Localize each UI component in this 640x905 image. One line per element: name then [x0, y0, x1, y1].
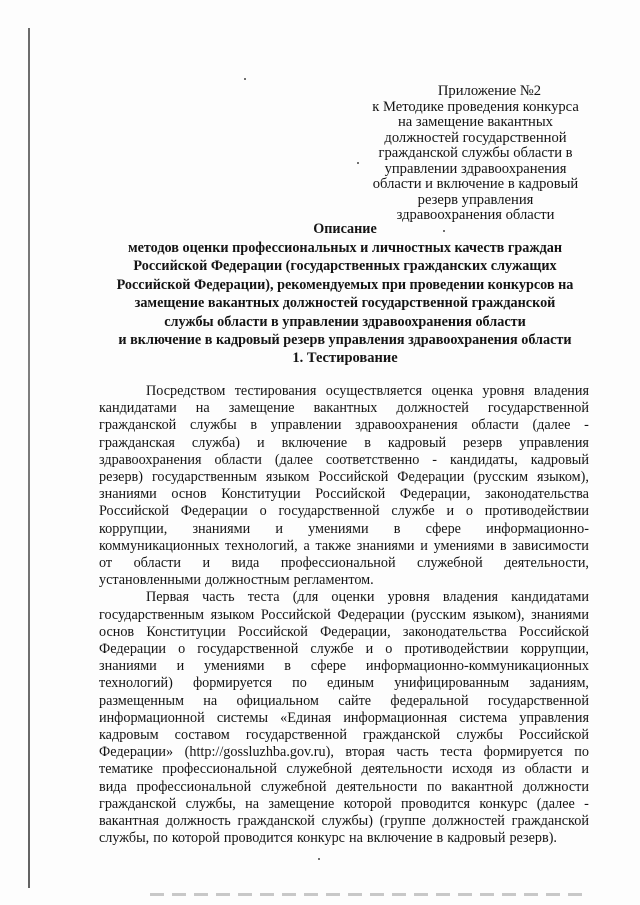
- body-line: [99, 675, 589, 692]
- body-word: кадровый: [530, 451, 589, 468]
- body-word: включение: [281, 434, 348, 451]
- body-word: оценки: [331, 589, 375, 606]
- body-word: языком: [265, 469, 310, 486]
- body-line: [99, 813, 589, 830]
- body-word: знаниями: [99, 658, 157, 675]
- body-word: службы: [189, 417, 237, 434]
- body-word: служба): [191, 434, 241, 451]
- document-title: [95, 220, 595, 350]
- body-word: Федерации: [99, 641, 167, 658]
- body-word: и: [420, 537, 428, 554]
- body-word: из: [502, 761, 516, 778]
- body-word: гражданской: [237, 813, 315, 830]
- body-word: службы: [456, 727, 503, 744]
- title-line: Российской Федерации (государственных гражданских служащих: [133, 258, 557, 274]
- body-word: Российской: [315, 486, 386, 503]
- body-word: сайте: [338, 692, 372, 709]
- body-word: конкурс: [479, 795, 528, 812]
- body-line: [99, 744, 589, 761]
- body-word: и: [446, 503, 455, 520]
- body-word: служебной: [260, 778, 327, 795]
- body-word: составом: [174, 727, 230, 744]
- body-line: [99, 761, 589, 778]
- annex-line: здравоохранения области: [396, 207, 555, 223]
- body-word: управлении: [270, 417, 342, 434]
- body-line: [99, 435, 589, 452]
- body-word: Российской: [519, 623, 589, 640]
- body-word: гражданской: [99, 417, 177, 434]
- title-line: Описание: [313, 221, 377, 237]
- annex-line: гражданской службы области в: [378, 145, 573, 161]
- body-word: государственной: [487, 400, 589, 417]
- body-word: информационно-: [486, 520, 589, 537]
- body-word: проводится: [400, 795, 471, 812]
- body-word: службы,: [185, 795, 236, 812]
- body-word: по: [153, 830, 168, 847]
- body-word: по: [426, 778, 442, 795]
- body-word: Первая: [146, 589, 189, 606]
- body-word: знаниями: [192, 520, 251, 537]
- body-word: в: [364, 434, 371, 451]
- body-word: умениями: [203, 658, 265, 675]
- body-word: области: [524, 761, 572, 778]
- body-word: замещение: [228, 400, 295, 417]
- body-line: [99, 830, 589, 847]
- body-word: оценка: [431, 383, 474, 399]
- body-word: службы,: [99, 830, 150, 847]
- body-line: [99, 400, 589, 417]
- body-line: [99, 503, 589, 520]
- body-word: Федерации,: [320, 623, 391, 640]
- body-word: владения: [442, 589, 499, 606]
- body-word: службы): [321, 813, 373, 830]
- body-word: которой: [171, 830, 220, 847]
- body-word: законодательства: [485, 486, 589, 503]
- body-word: формируется: [483, 744, 563, 761]
- body-word: языком),: [537, 469, 589, 486]
- body-word: на: [348, 830, 363, 847]
- body-word: «Единая: [280, 709, 332, 726]
- body-word: знаниями: [531, 606, 589, 623]
- body-word: государственной: [197, 641, 299, 658]
- body-word: основ: [171, 486, 207, 503]
- body-word: профессиональной: [162, 761, 278, 778]
- annex-line: Приложение №2: [437, 83, 542, 99]
- body-word: управления: [519, 709, 589, 726]
- body-word: кандидатами: [511, 589, 589, 606]
- section-heading: 1. Тестирование: [292, 350, 398, 366]
- body-word: официальном: [236, 692, 319, 709]
- body-line: [99, 486, 589, 503]
- body-word: Российской: [237, 623, 308, 640]
- body-word: Российской: [519, 727, 589, 744]
- body-word: должностей: [396, 400, 469, 417]
- body-line: [99, 607, 589, 624]
- body-word: в: [499, 537, 507, 554]
- annex-line: области и включение в кадровый: [372, 176, 579, 192]
- body-word: здравоохранения: [355, 417, 458, 434]
- body-word: резерв).: [509, 830, 557, 847]
- body-word: формируется: [192, 675, 273, 692]
- body-word: службе: [391, 503, 435, 520]
- body-line: [99, 417, 589, 434]
- scan-speck: [244, 78, 246, 80]
- body-word: сфере: [310, 658, 347, 675]
- body-word: и: [365, 641, 374, 658]
- body-word: на: [245, 795, 260, 812]
- body-word: основ: [99, 623, 135, 640]
- body-word: а: [303, 537, 310, 554]
- body-word: информационная: [343, 709, 448, 726]
- body-word: (русским: [473, 469, 529, 486]
- title-line: и включение в кадровый резерв управления здравоохранения области: [118, 332, 572, 348]
- body-line: [99, 796, 589, 813]
- body-line: [99, 538, 589, 555]
- body-word: системы: [216, 709, 269, 726]
- body-word: часть: [396, 744, 429, 761]
- body-line: [99, 521, 589, 538]
- body-word: установленными: [99, 572, 201, 589]
- body-word: языком),: [472, 606, 525, 623]
- scan-speck: [318, 858, 320, 860]
- body-word: размещенным: [99, 692, 184, 709]
- body-word: государственной: [278, 503, 380, 520]
- body-word: (далее: [536, 795, 575, 812]
- body-word: уровня: [482, 383, 525, 399]
- body-line: [99, 710, 589, 727]
- body-word: законодательства: [402, 623, 507, 640]
- body-word: государственной: [245, 727, 347, 744]
- scan-bottom-edge: [150, 893, 590, 896]
- body-word: коммуникационных: [99, 537, 220, 554]
- body-line: [99, 452, 589, 469]
- body-word: (http://gossluzhba.gov.ru),: [184, 744, 334, 761]
- body-word: сфере: [425, 520, 461, 537]
- body-word: кандидатами: [99, 400, 177, 417]
- body-word: единым: [327, 675, 375, 692]
- body-word: служебной: [286, 761, 353, 778]
- body-word: на: [203, 692, 218, 709]
- body-word: -: [584, 417, 589, 434]
- body-word: гражданской: [511, 813, 589, 830]
- body-line: [99, 693, 589, 710]
- body-word: технологий,: [225, 537, 298, 554]
- body-word: знаниями: [99, 486, 157, 503]
- body-word: умениями: [308, 520, 369, 537]
- body-word: государственным: [99, 606, 204, 623]
- title-line: службы области в управлении здравоохранения области: [164, 313, 526, 330]
- title-line: замещение вакантных должностей государственной гражданской: [134, 295, 556, 311]
- body-word: должность: [165, 813, 231, 830]
- body-word: области: [214, 451, 262, 468]
- body-word: (далее: [532, 417, 571, 434]
- body-word: гражданская: [99, 434, 175, 451]
- body-word: на: [195, 400, 210, 417]
- title-line: Российской Федерации), рекомендуемых при проведении конкурсов на: [116, 276, 574, 293]
- body-word: (группе: [379, 813, 426, 830]
- body-line: [99, 469, 589, 486]
- body-word: управления: [519, 434, 589, 451]
- body-word: заданиям,: [529, 675, 589, 692]
- body-line: [99, 555, 589, 572]
- body-word: конкурс: [296, 830, 345, 847]
- body-word: резерв: [463, 434, 503, 451]
- body-line: [99, 572, 589, 589]
- body-word: система: [459, 709, 508, 726]
- title-line: методов оценки профессиональных и личностных качеств граждан: [127, 239, 563, 256]
- body-word: также: [315, 537, 351, 554]
- body-word: владения: [533, 383, 589, 399]
- body-line: [99, 727, 589, 744]
- body-word: и: [257, 434, 265, 451]
- body-word: -: [432, 451, 437, 468]
- body-word: кандидаты,: [449, 451, 518, 468]
- body-word: теста: [247, 589, 280, 606]
- body-word: Федерации,: [399, 486, 471, 503]
- body-word: тестирования: [234, 383, 317, 399]
- body-word: о: [259, 503, 267, 520]
- body-text: [99, 383, 589, 847]
- annex-line: должностей государственной: [384, 129, 567, 146]
- body-word: уровня: [387, 589, 430, 606]
- body-word: о: [178, 641, 186, 658]
- body-word: вторая: [345, 744, 385, 761]
- body-word: гражданской: [99, 795, 177, 812]
- body-word: часть: [202, 589, 235, 606]
- body-word: и: [275, 520, 283, 537]
- body-line: [99, 383, 589, 400]
- body-word: противодействии: [484, 503, 589, 520]
- body-word: которой: [343, 795, 392, 812]
- body-word: знаниями: [356, 537, 415, 554]
- body-word: о: [385, 641, 393, 658]
- annex-line: на замещение вакантных: [398, 114, 553, 130]
- body-word: профессиональной: [136, 778, 252, 795]
- body-word: по: [292, 675, 307, 692]
- body-word: унифицированным: [394, 675, 510, 692]
- body-word: в: [393, 520, 401, 537]
- body-word: тематике: [99, 761, 153, 778]
- body-word: должностей: [432, 813, 505, 830]
- body-word: в: [250, 417, 258, 434]
- body-word: от: [99, 555, 113, 572]
- body-word: Российской: [318, 469, 389, 486]
- body-word: умениями: [433, 537, 495, 554]
- body-word: профессиональной: [280, 555, 396, 572]
- body-word: Федерации: [397, 469, 465, 486]
- body-line: [99, 641, 589, 658]
- body-line: [99, 779, 589, 796]
- body-word: по: [574, 744, 589, 761]
- annex-header: [358, 84, 593, 224]
- body-word: деятельности: [361, 761, 443, 778]
- body-word: в: [436, 830, 444, 847]
- body-word: гражданской: [362, 727, 441, 744]
- body-word: (далее: [274, 451, 313, 468]
- body-word: федеральной: [390, 692, 469, 709]
- body-word: вакантных: [313, 400, 378, 417]
- body-word: области: [471, 417, 519, 434]
- body-word: Конституции: [221, 486, 301, 503]
- body-word: Федерации: [180, 503, 248, 520]
- body-word: кадровый: [447, 830, 506, 847]
- body-word: зависимости: [512, 537, 589, 554]
- body-line: [99, 589, 589, 606]
- body-word: Федерации: [337, 606, 405, 623]
- scan-binding-edge: [28, 28, 30, 888]
- body-word: Конституции: [146, 623, 226, 640]
- body-word: государственной: [487, 692, 589, 709]
- body-word: осуществляется: [325, 383, 423, 399]
- body-word: языком: [210, 606, 255, 623]
- body-word: технологий): [99, 675, 173, 692]
- body-word: и: [202, 555, 211, 572]
- body-word: и: [581, 761, 589, 778]
- body-word: деятельности,: [504, 555, 589, 572]
- body-word: вида: [231, 555, 260, 572]
- body-word: государственным: [151, 469, 257, 486]
- body-word: коррупции,: [99, 520, 168, 537]
- body-word: службе: [310, 641, 354, 658]
- annex-line: резерв управления: [417, 191, 534, 208]
- body-word: служебной: [417, 555, 483, 572]
- body-word: о: [465, 503, 473, 520]
- body-word: теста: [440, 744, 473, 761]
- body-word: Российской: [260, 606, 331, 623]
- body-word: должностным: [204, 572, 290, 589]
- body-word: замещение: [268, 795, 335, 812]
- body-word: здравоохранения: [99, 451, 202, 468]
- body-word: области: [133, 555, 182, 572]
- body-word: деятельности: [336, 778, 418, 795]
- body-word: кадровый: [387, 434, 447, 451]
- body-word: исходя: [451, 761, 493, 778]
- body-word: кадровым: [99, 727, 159, 744]
- body-line: [99, 658, 589, 675]
- body-word: коррупции,: [520, 641, 589, 658]
- body-word: должности: [522, 778, 589, 795]
- body-word: вакантная: [99, 813, 159, 830]
- body-word: противодействии: [404, 641, 509, 658]
- body-word: (для: [292, 589, 319, 606]
- body-word: Посредством: [146, 383, 226, 399]
- body-word: резерв): [99, 469, 143, 486]
- annex-line: управлении здравоохранения: [384, 160, 567, 177]
- body-word: вида: [99, 778, 127, 795]
- body-word: в: [284, 658, 291, 675]
- body-word: и: [176, 658, 185, 675]
- body-word: (русским: [411, 606, 466, 623]
- body-line: [99, 624, 589, 641]
- body-word: регламентом.: [293, 572, 374, 589]
- body-word: информационной: [99, 709, 205, 726]
- body-word: -: [584, 795, 589, 812]
- body-word: информационно-коммуникационных: [365, 658, 589, 675]
- body-word: вакантной: [451, 778, 514, 795]
- body-word: Российской: [99, 503, 169, 520]
- annex-line: к Методике проведения конкурса: [372, 98, 579, 115]
- body-word: Федерации»: [99, 744, 174, 761]
- body-word: проводится: [223, 830, 293, 847]
- body-word: соответственно: [325, 451, 420, 468]
- body-word: включение: [366, 830, 433, 847]
